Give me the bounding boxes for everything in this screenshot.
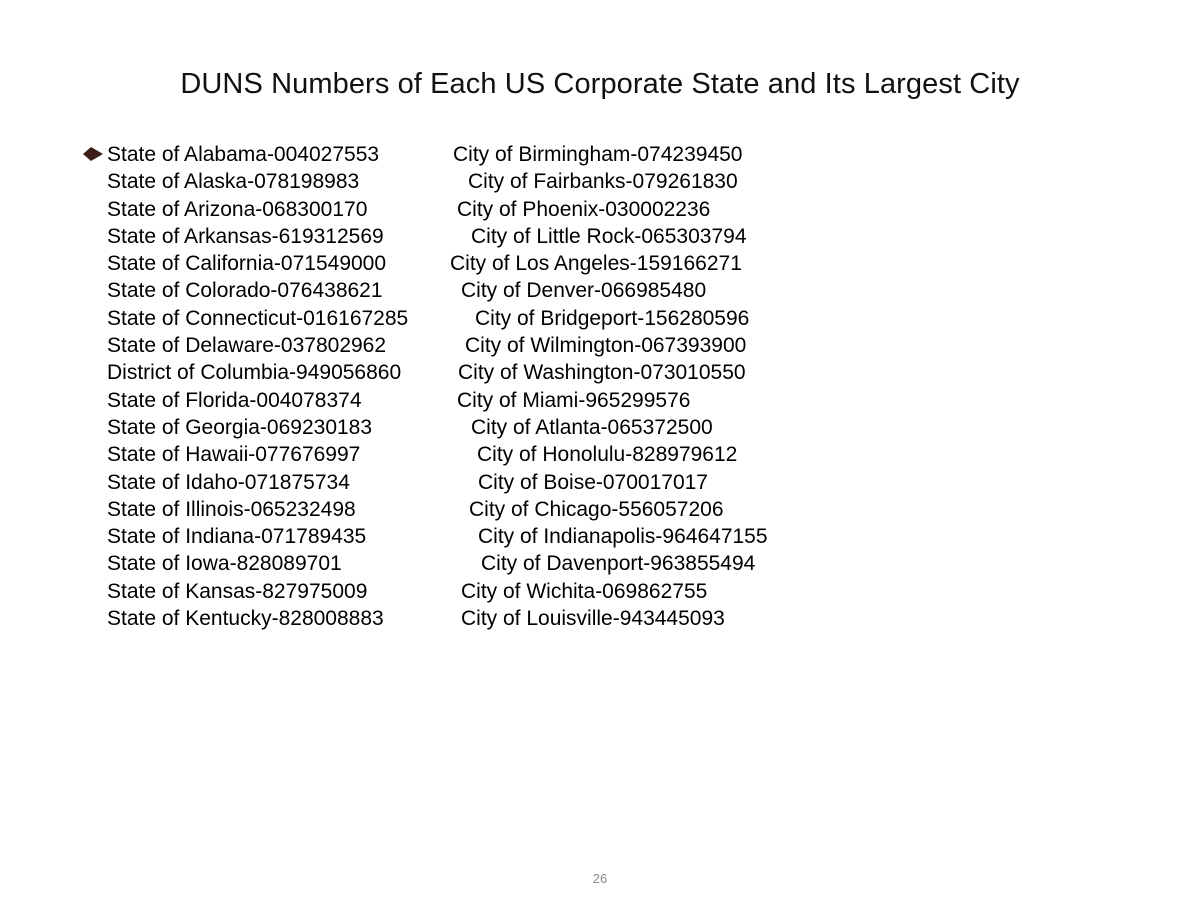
state-duns: State of Colorado-076438621 xyxy=(107,279,383,303)
state-duns: State of Georgia-069230183 xyxy=(107,415,373,439)
state-duns: State of Arizona-068300170 xyxy=(107,197,368,221)
state-duns: District of Columbia-949056860 xyxy=(107,361,402,385)
state-duns: State of California-071549000 xyxy=(107,252,387,276)
slide-title: DUNS Numbers of Each US Corporate State and Its Largest City xyxy=(180,68,1020,100)
city-duns: City of Washington-073010550 xyxy=(458,361,746,385)
state-duns: State of Delaware-037802962 xyxy=(107,334,387,358)
city-duns: City of Chicago-556057206 xyxy=(469,497,724,521)
city-duns: City of Birmingham-074239450 xyxy=(453,143,743,166)
state-duns: State of Kansas-827975009 xyxy=(107,579,368,603)
state-duns: State of Connecticut-016167285 xyxy=(107,306,409,330)
state-duns: State of Alaska-078198983 xyxy=(107,170,360,194)
city-duns: City of Wichita-069862755 xyxy=(461,579,708,603)
city-duns: City of Little Rock-065303794 xyxy=(471,224,747,248)
state-duns: State of Arkansas-619312569 xyxy=(107,224,384,248)
state-duns: State of Illinois-065232498 xyxy=(107,497,356,521)
city-duns: City of Miami-965299576 xyxy=(457,388,691,412)
state-duns: State of Alabama-004027553 xyxy=(107,143,380,166)
state-duns: State of Indiana-071789435 xyxy=(107,525,367,549)
state-duns: State of Florida-004078374 xyxy=(107,388,362,412)
state-duns: State of Hawaii-077676997 xyxy=(107,443,361,467)
city-duns: City of Atlanta-065372500 xyxy=(471,415,713,439)
city-duns: City of Davenport-963855494 xyxy=(481,552,756,576)
state-duns: State of Idaho-071875734 xyxy=(107,470,350,494)
city-duns: City of Honolulu-828979612 xyxy=(477,443,738,467)
city-duns: City of Boise-070017017 xyxy=(478,470,708,494)
city-duns: City of Indianapolis-964647155 xyxy=(478,525,768,549)
city-duns: City of Louisville-943445093 xyxy=(461,607,725,631)
city-duns: City of Los Angeles-159166271 xyxy=(450,252,742,276)
city-duns: City of Wilmington-067393900 xyxy=(465,334,747,358)
diamond-bullet-icon xyxy=(82,146,104,162)
page-number: 26 xyxy=(592,871,608,886)
city-duns: City of Bridgeport-156280596 xyxy=(475,306,750,330)
city-duns: City of Fairbanks-079261830 xyxy=(468,170,738,194)
state-duns: State of Kentucky-828008883 xyxy=(107,607,384,631)
city-duns: City of Denver-066985480 xyxy=(461,279,707,303)
city-duns: City of Phoenix-030002236 xyxy=(457,197,711,221)
state-duns: State of Iowa-828089701 xyxy=(107,552,342,576)
